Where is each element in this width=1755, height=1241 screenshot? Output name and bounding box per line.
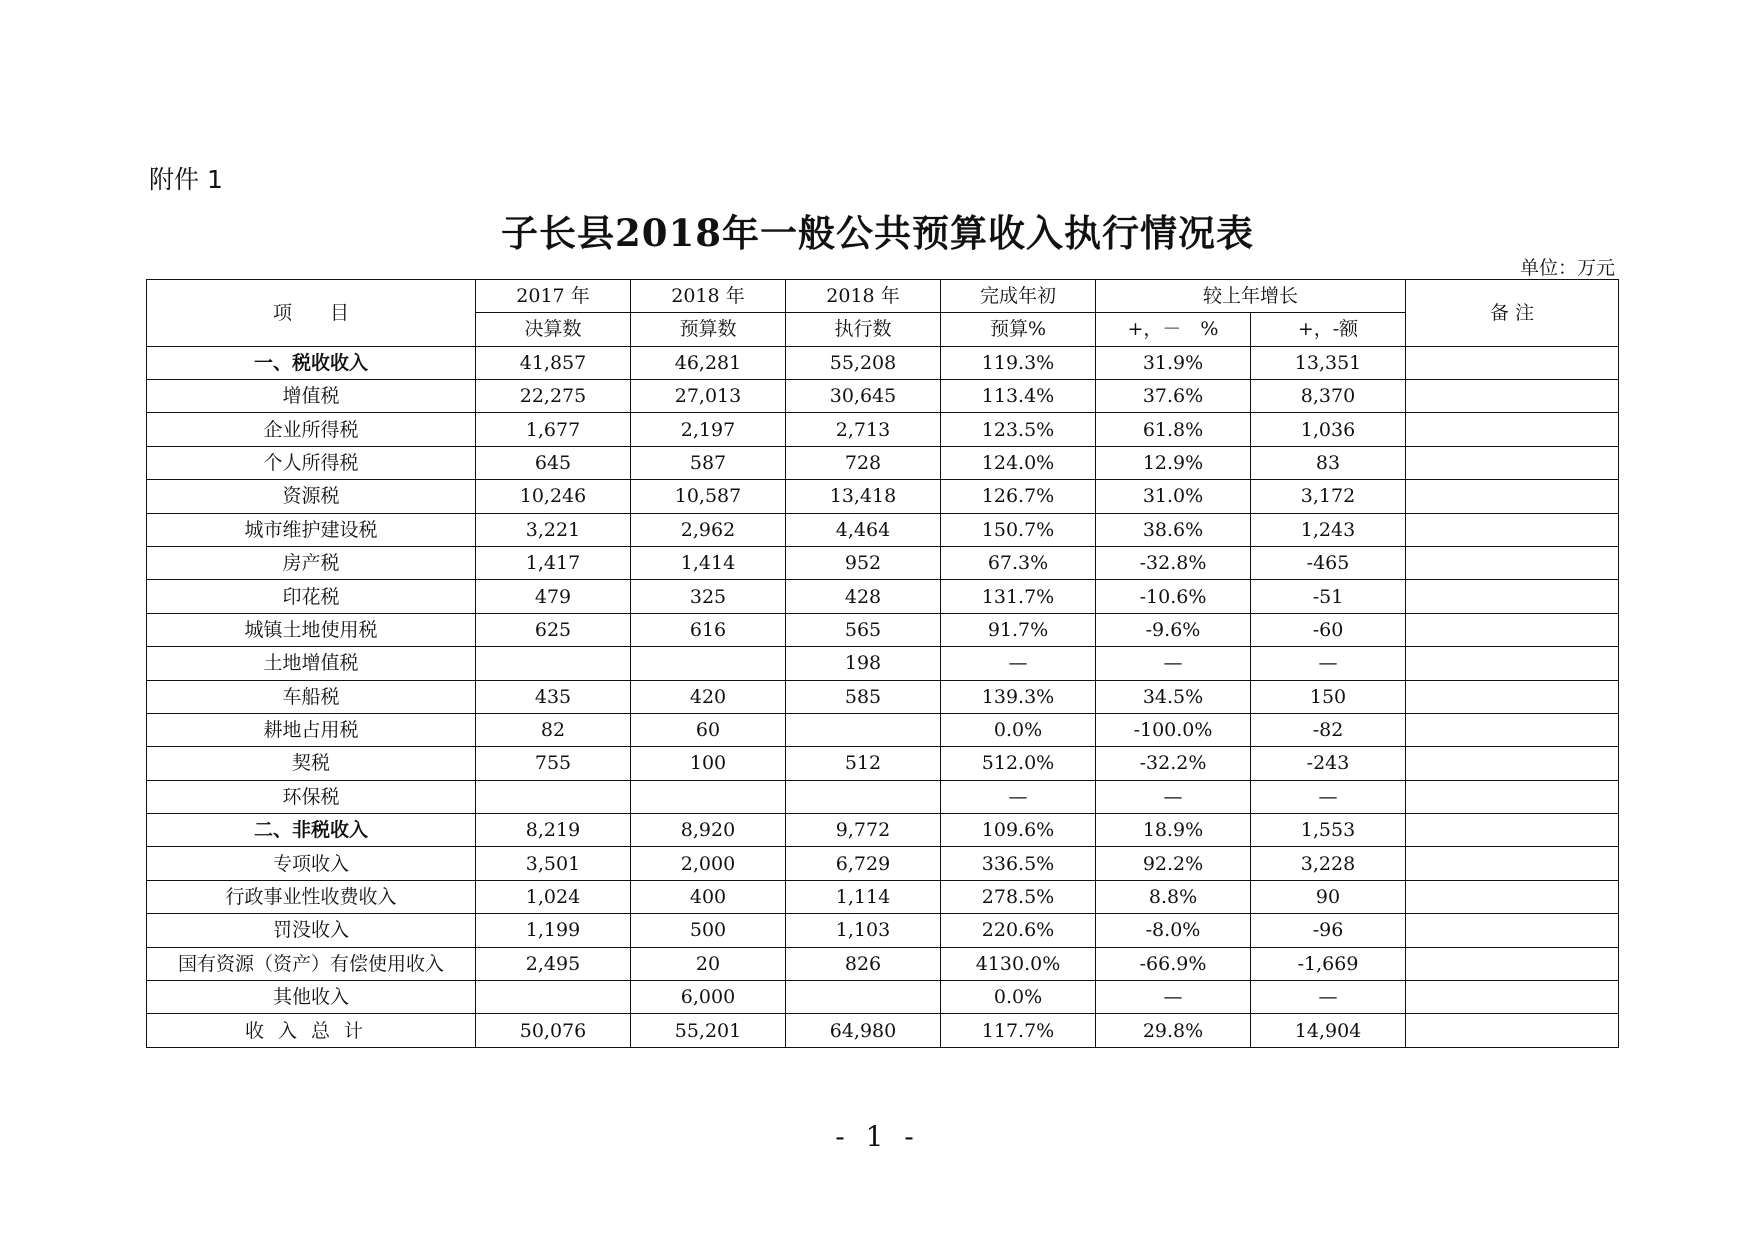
table-row	[147, 580, 1619, 613]
cell-completion-pct: 109.6%	[941, 814, 1096, 847]
unit-label: 单位：万元	[1519, 257, 1615, 279]
cell-completion-pct: 220.6%	[941, 914, 1096, 947]
cell-growth-pct: -10.6%	[1096, 580, 1251, 613]
table-row	[147, 413, 1619, 446]
cell-note	[1406, 580, 1619, 613]
cell-2017-final: 41,857	[476, 346, 631, 379]
cell-growth-pct: -66.9%	[1096, 947, 1251, 980]
cell-note	[1406, 513, 1619, 546]
cell-completion-pct: 119.3%	[941, 346, 1096, 379]
cell-growth-pct: 34.5%	[1096, 680, 1251, 713]
cell-completion-pct: 131.7%	[941, 580, 1096, 613]
cell-note	[1406, 446, 1619, 479]
cell-2018-budget: 8,920	[631, 814, 786, 847]
cell-item: 二、非税收入	[147, 814, 476, 847]
cell-growth-pct: —	[1096, 780, 1251, 813]
cell-2018-budget: 325	[631, 580, 786, 613]
table-row	[147, 379, 1619, 412]
cell-2017-final: 435	[476, 680, 631, 713]
table-row	[147, 546, 1619, 579]
cell-2017-final: 479	[476, 580, 631, 613]
cell-note	[1406, 947, 1619, 980]
cell-2018-exec: 728	[786, 446, 941, 479]
attachment-label: 附件 1	[149, 165, 223, 194]
cell-item: 房产税	[147, 546, 476, 579]
cell-growth-pct: -9.6%	[1096, 613, 1251, 646]
table-row	[147, 914, 1619, 947]
cell-growth-amt: -82	[1251, 713, 1406, 746]
table-row	[147, 446, 1619, 479]
cell-growth-amt: —	[1251, 780, 1406, 813]
cell-note	[1406, 747, 1619, 780]
cell-completion-pct: 278.5%	[941, 880, 1096, 913]
cell-growth-pct: 61.8%	[1096, 413, 1251, 446]
cell-item: 一、税收收入	[147, 346, 476, 379]
cell-growth-amt: —	[1251, 981, 1406, 1014]
cell-growth-pct: —	[1096, 647, 1251, 680]
cell-growth-amt: 13,351	[1251, 346, 1406, 379]
cell-item: 城镇土地使用税	[147, 613, 476, 646]
cell-note	[1406, 1014, 1619, 1047]
cell-2017-final: 50,076	[476, 1014, 631, 1047]
cell-note	[1406, 680, 1619, 713]
table-row	[147, 814, 1619, 847]
cell-item: 资源税	[147, 480, 476, 513]
cell-2018-budget: 6,000	[631, 981, 786, 1014]
header-2018-exec-bottom: 执行数	[786, 313, 941, 346]
header-2018-budget-top: 2018 年	[631, 280, 786, 313]
cell-item: 土地增值税	[147, 647, 476, 680]
header-growth: 较上年增长	[1096, 280, 1406, 313]
cell-note	[1406, 480, 1619, 513]
cell-growth-pct: -32.2%	[1096, 747, 1251, 780]
cell-item: 车船税	[147, 680, 476, 713]
cell-completion-pct: 4130.0%	[941, 947, 1096, 980]
cell-growth-pct: 38.6%	[1096, 513, 1251, 546]
cell-item: 收入总计	[147, 1014, 476, 1047]
cell-growth-amt: —	[1251, 647, 1406, 680]
cell-item: 耕地占用税	[147, 713, 476, 746]
cell-2017-final: 82	[476, 713, 631, 746]
cell-note	[1406, 346, 1619, 379]
cell-2018-budget: 46,281	[631, 346, 786, 379]
cell-2017-final: 10,246	[476, 480, 631, 513]
cell-completion-pct: 67.3%	[941, 546, 1096, 579]
cell-item: 契税	[147, 747, 476, 780]
cell-2017-final: 3,501	[476, 847, 631, 880]
cell-growth-amt: 90	[1251, 880, 1406, 913]
header-2017-bottom: 决算数	[476, 313, 631, 346]
cell-completion-pct: 124.0%	[941, 446, 1096, 479]
cell-growth-amt: -243	[1251, 747, 1406, 780]
table-row	[147, 981, 1619, 1014]
cell-2018-exec: 826	[786, 947, 941, 980]
header-completion-top: 完成年初	[941, 280, 1096, 313]
cell-2018-exec	[786, 780, 941, 813]
page-number: - 1 -	[835, 1120, 920, 1153]
cell-2018-exec: 64,980	[786, 1014, 941, 1047]
cell-growth-pct: 92.2%	[1096, 847, 1251, 880]
cell-2018-budget	[631, 647, 786, 680]
cell-completion-pct: 150.7%	[941, 513, 1096, 546]
cell-2018-exec	[786, 713, 941, 746]
cell-2018-exec: 4,464	[786, 513, 941, 546]
cell-growth-pct: 31.0%	[1096, 480, 1251, 513]
cell-note	[1406, 413, 1619, 446]
cell-completion-pct: 139.3%	[941, 680, 1096, 713]
cell-item: 增值税	[147, 379, 476, 412]
cell-note	[1406, 647, 1619, 680]
cell-2018-budget: 2,197	[631, 413, 786, 446]
cell-2018-exec: 952	[786, 546, 941, 579]
cell-2018-budget: 27,013	[631, 379, 786, 412]
cell-2018-budget: 55,201	[631, 1014, 786, 1047]
cell-growth-amt: 3,228	[1251, 847, 1406, 880]
cell-2018-budget: 400	[631, 880, 786, 913]
cell-2017-final: 645	[476, 446, 631, 479]
table-row	[147, 680, 1619, 713]
cell-2017-final: 22,275	[476, 379, 631, 412]
cell-note	[1406, 546, 1619, 579]
cell-item: 专项收入	[147, 847, 476, 880]
table-row	[147, 713, 1619, 746]
cell-growth-amt: 14,904	[1251, 1014, 1406, 1047]
cell-note	[1406, 914, 1619, 947]
cell-2018-exec: 13,418	[786, 480, 941, 513]
table-row	[147, 346, 1619, 379]
cell-completion-pct: 113.4%	[941, 379, 1096, 412]
cell-2017-final: 2,495	[476, 947, 631, 980]
table-row	[147, 613, 1619, 646]
cell-2018-exec: 585	[786, 680, 941, 713]
cell-2018-exec: 1,103	[786, 914, 941, 947]
cell-2017-final: 1,199	[476, 914, 631, 947]
cell-completion-pct: 91.7%	[941, 613, 1096, 646]
cell-2018-budget	[631, 780, 786, 813]
cell-2018-budget: 500	[631, 914, 786, 947]
table-row	[147, 747, 1619, 780]
cell-2018-exec: 512	[786, 747, 941, 780]
cell-item: 行政事业性收费收入	[147, 880, 476, 913]
cell-growth-amt: 1,243	[1251, 513, 1406, 546]
header-item: 项 目	[147, 280, 476, 347]
cell-completion-pct: 123.5%	[941, 413, 1096, 446]
cell-note	[1406, 981, 1619, 1014]
cell-2018-budget: 2,000	[631, 847, 786, 880]
cell-item: 其他收入	[147, 981, 476, 1014]
cell-2018-budget: 1,414	[631, 546, 786, 579]
cell-growth-amt: 3,172	[1251, 480, 1406, 513]
cell-2018-exec: 428	[786, 580, 941, 613]
cell-item: 国有资源（资产）有偿使用收入	[147, 947, 476, 980]
document-title: 子长县2018年一般公共预算收入执行情况表	[501, 211, 1254, 255]
cell-growth-amt: -51	[1251, 580, 1406, 613]
cell-2018-exec: 55,208	[786, 346, 941, 379]
cell-growth-amt: 8,370	[1251, 379, 1406, 412]
table-row	[147, 947, 1619, 980]
cell-2017-final	[476, 981, 631, 1014]
cell-note	[1406, 847, 1619, 880]
cell-2017-final: 625	[476, 613, 631, 646]
header-note: 备 注	[1406, 280, 1619, 347]
cell-2018-exec: 30,645	[786, 379, 941, 412]
table-row	[147, 847, 1619, 880]
cell-note	[1406, 379, 1619, 412]
header-completion-bottom: 预算%	[941, 313, 1096, 346]
cell-2018-exec: 1,114	[786, 880, 941, 913]
table-body	[147, 346, 1619, 1047]
cell-growth-pct: 12.9%	[1096, 446, 1251, 479]
cell-item: 罚没收入	[147, 914, 476, 947]
cell-2017-final: 1,417	[476, 546, 631, 579]
header-growth-pct: +，－ %	[1096, 313, 1251, 346]
cell-completion-pct: 336.5%	[941, 847, 1096, 880]
cell-2018-budget: 100	[631, 747, 786, 780]
cell-growth-pct: -32.8%	[1096, 546, 1251, 579]
cell-2018-exec: 6,729	[786, 847, 941, 880]
cell-completion-pct: —	[941, 647, 1096, 680]
cell-2018-budget: 587	[631, 446, 786, 479]
cell-growth-amt: 150	[1251, 680, 1406, 713]
cell-completion-pct: 126.7%	[941, 480, 1096, 513]
table-row	[147, 647, 1619, 680]
cell-completion-pct: 0.0%	[941, 981, 1096, 1014]
cell-growth-pct: 18.9%	[1096, 814, 1251, 847]
cell-growth-amt: 1,553	[1251, 814, 1406, 847]
cell-growth-amt: 1,036	[1251, 413, 1406, 446]
cell-completion-pct: 512.0%	[941, 747, 1096, 780]
cell-2018-budget: 20	[631, 947, 786, 980]
cell-2018-budget: 616	[631, 613, 786, 646]
table-row	[147, 480, 1619, 513]
header-2017-top: 2017 年	[476, 280, 631, 313]
cell-growth-pct: 8.8%	[1096, 880, 1251, 913]
cell-growth-amt: -96	[1251, 914, 1406, 947]
cell-completion-pct: 0.0%	[941, 713, 1096, 746]
cell-2017-final: 755	[476, 747, 631, 780]
cell-item: 印花税	[147, 580, 476, 613]
cell-2018-exec: 2,713	[786, 413, 941, 446]
cell-growth-pct: 37.6%	[1096, 379, 1251, 412]
cell-2018-exec	[786, 981, 941, 1014]
cell-growth-pct: -100.0%	[1096, 713, 1251, 746]
cell-completion-pct: —	[941, 780, 1096, 813]
cell-2017-final: 8,219	[476, 814, 631, 847]
cell-note	[1406, 814, 1619, 847]
table-header	[147, 280, 1619, 347]
cell-2018-exec: 198	[786, 647, 941, 680]
cell-item: 个人所得税	[147, 446, 476, 479]
cell-item: 企业所得税	[147, 413, 476, 446]
header-2018-exec-top: 2018 年	[786, 280, 941, 313]
cell-note	[1406, 713, 1619, 746]
cell-2017-final: 3,221	[476, 513, 631, 546]
cell-completion-pct: 117.7%	[941, 1014, 1096, 1047]
cell-growth-pct: 29.8%	[1096, 1014, 1251, 1047]
cell-2018-budget: 420	[631, 680, 786, 713]
table-row	[147, 513, 1619, 546]
revenue-table	[146, 279, 1619, 1048]
cell-note	[1406, 613, 1619, 646]
cell-2018-exec: 9,772	[786, 814, 941, 847]
cell-2018-budget: 60	[631, 713, 786, 746]
header-growth-amt: +，-额	[1251, 313, 1406, 346]
cell-2018-budget: 2,962	[631, 513, 786, 546]
cell-growth-pct: 31.9%	[1096, 346, 1251, 379]
cell-note	[1406, 780, 1619, 813]
cell-note	[1406, 880, 1619, 913]
cell-growth-amt: -1,669	[1251, 947, 1406, 980]
cell-growth-amt: -465	[1251, 546, 1406, 579]
cell-growth-amt: -60	[1251, 613, 1406, 646]
cell-growth-pct: -8.0%	[1096, 914, 1251, 947]
cell-2018-exec: 565	[786, 613, 941, 646]
table-row	[147, 880, 1619, 913]
table-row	[147, 1014, 1619, 1047]
cell-2018-budget: 10,587	[631, 480, 786, 513]
table-row	[147, 780, 1619, 813]
header-2018-budget-bottom: 预算数	[631, 313, 786, 346]
cell-growth-pct: —	[1096, 981, 1251, 1014]
cell-2017-final: 1,024	[476, 880, 631, 913]
cell-item: 城市维护建设税	[147, 513, 476, 546]
cell-2017-final	[476, 647, 631, 680]
cell-2017-final: 1,677	[476, 413, 631, 446]
cell-item: 环保税	[147, 780, 476, 813]
cell-2017-final	[476, 780, 631, 813]
cell-growth-amt: 83	[1251, 446, 1406, 479]
